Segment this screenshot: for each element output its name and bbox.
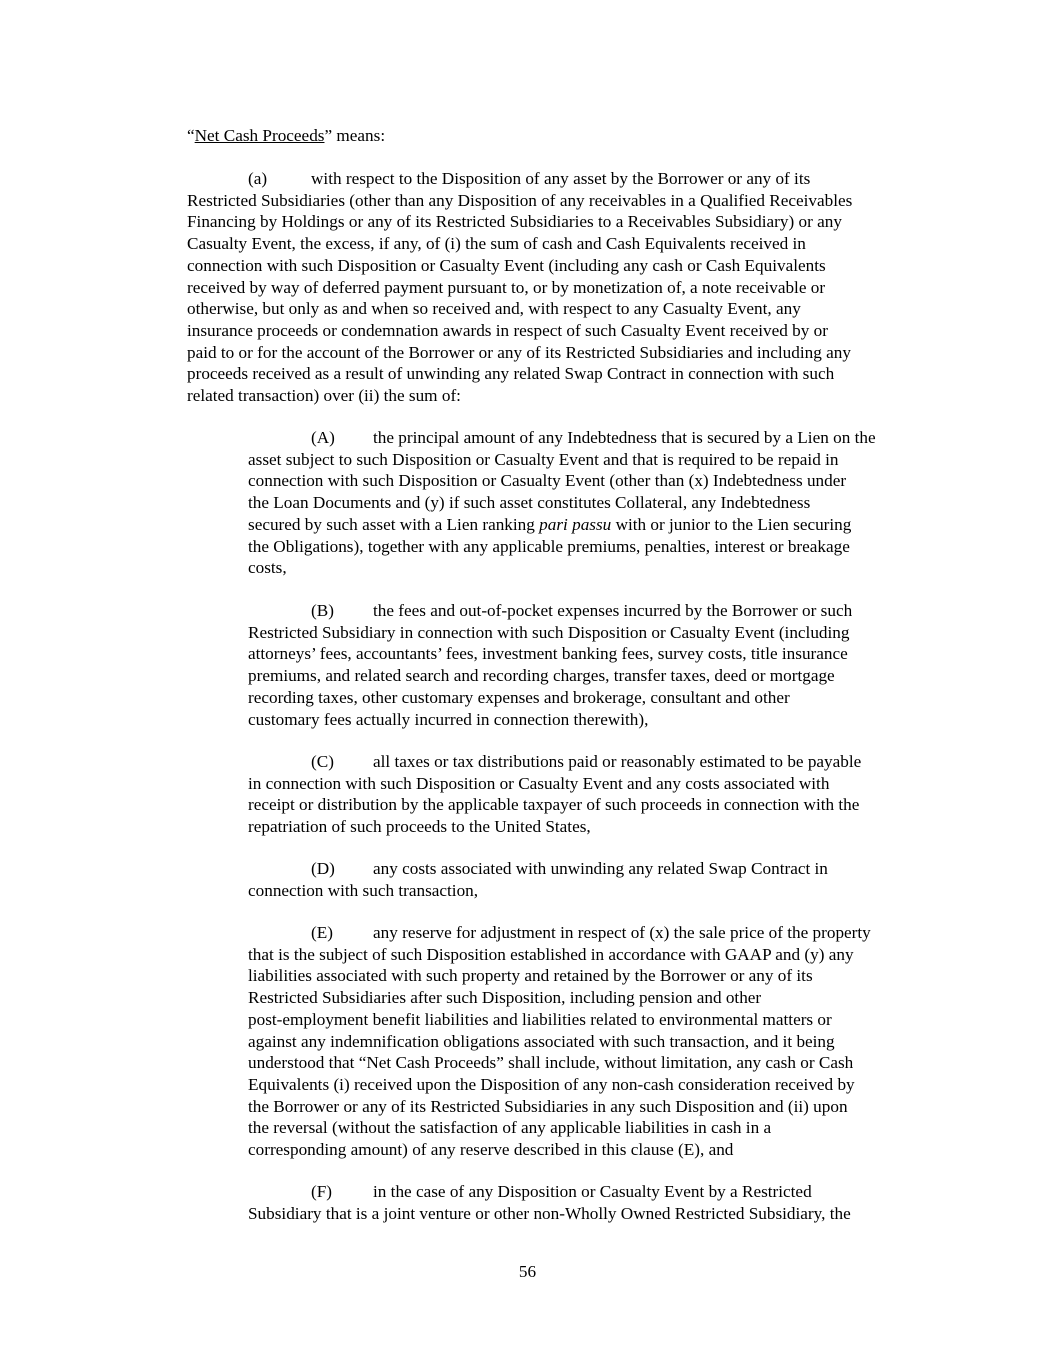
defined-term: Net Cash Proceeds (194, 126, 325, 145)
paragraph-a-text: with respect to the Disposition of any asset by the Borrower or any of its Restricted Subsidiaries (other than any Disposition of any receivables in a Qualified Receivables Financing by Holdings or any of its Restricted Subsidiaries to a Receivables Subsidiary) or any Casualty Event, the excess, if any, of (i) the sum of cash and Cash Equivalents received in connection with such Disposition or Casualty Event (including any cash or Cash Equivalents received by way of deferred payment pursuant to, or by monetization of, a note receivable or otherwise, but only as and when so received and, with respect to any Casualty Event, any insurance proceeds or condemnation awards in respect of such Casualty Event received by or paid to or for the account of the Borrower or any of its Restricted Subsidiaries and including any proceeds received as a result of unwinding any related Swap Contract in connection with such related transaction) over (ii) the sum of: (187, 169, 853, 406)
clause-C-label: (C) (311, 752, 334, 771)
clause-B-text: the fees and out-of-pocket expenses incurred by the Borrower or such Restricted Subsidiary in connection with such Disposition or Casualty Event (including attorneys’ fees, accountants’ fees, investment banking fees, survey costs, title insurance premiums, and related search and recording charges, transfer taxes, deed or mortgage recording taxes, other customary expenses and brokerage, consultant and other customary fees actually incurred in connection therewith), (248, 601, 853, 729)
clause-A-label: (A) (311, 428, 335, 447)
definition-heading (187, 125, 385, 147)
clause-E (248, 922, 948, 1161)
clause-A-italic: pari passu (539, 514, 612, 534)
clause-E-label: (E) (311, 923, 333, 942)
heading-means: ” means: (324, 126, 386, 145)
clause-D (248, 858, 948, 901)
clause-A (248, 427, 948, 579)
page-number: 56 (518, 1262, 537, 1281)
clause-D-text: any costs associated with unwinding any related Swap Contract in connection with such transaction, (248, 859, 828, 900)
clause-A-text-1: the principal amount of any Indebtedness that is secured by a Lien on the asset subject to such Disposition or Casualty Event and that is required to be repaid in connection with such Disposition or Casualty Event (other than (x) Indebtedness under the Loan Documents and (y) if such asset constitutes Collateral, any Indebtedness secured by such asset with a Lien ranking (248, 428, 876, 534)
clause-F-text: in the case of any Disposition or Casualty Event by a Restricted Subsidiary that is a joint venture or other non-Wholly Owned Restricted Subsidiary, the (248, 1182, 851, 1223)
clause-F (248, 1181, 948, 1224)
clause-D-label: (D) (311, 859, 335, 878)
heading-open-quote: “ (187, 126, 195, 145)
clause-E-text: any reserve for adjustment in respect of (x) the sale price of the property that is the subject of such Disposition established in accordance with GAAP and (y) any liabilities associated with such property and retained by the Borrower or any of its Restricted Subsidiaries after such Disposition, including pension and other post-employment benefit liabilities and liabilities related to environmental matters or against any indemnification obligations associated with such transaction, and it being understood that “Net Cash Proceeds” shall include, without limitation, any cash or Cash Equivalents (i) received upon the Disposition of any non-cash consideration received by the Borrower or any of its Restricted Subsidiaries in any such Disposition and (ii) upon the reversal (without the satisfaction of any applicable liabilities in cash in a corresponding amount) of any reserve described in this clause (E), and (248, 923, 871, 1160)
clause-A-text-2: with or junior to the Lien securing the Obligations), together with any applicable premiums, penalties, interest or breakage costs, (248, 514, 852, 578)
clause-B-label: (B) (311, 601, 334, 620)
clause-C (248, 751, 948, 838)
clause-B (248, 600, 948, 730)
clause-F-label: (F) (311, 1182, 333, 1201)
paragraph-a (187, 168, 947, 407)
clause-C-text: all taxes or tax distributions paid or reasonably estimated to be payable in connection with such Disposition or Casualty Event and any costs associated with receipt or distribution by the applicable taxpayer of such proceeds in connection with the repatriation of such proceeds to the United States, (248, 752, 862, 837)
paragraph-a-label: (a) (248, 169, 268, 188)
